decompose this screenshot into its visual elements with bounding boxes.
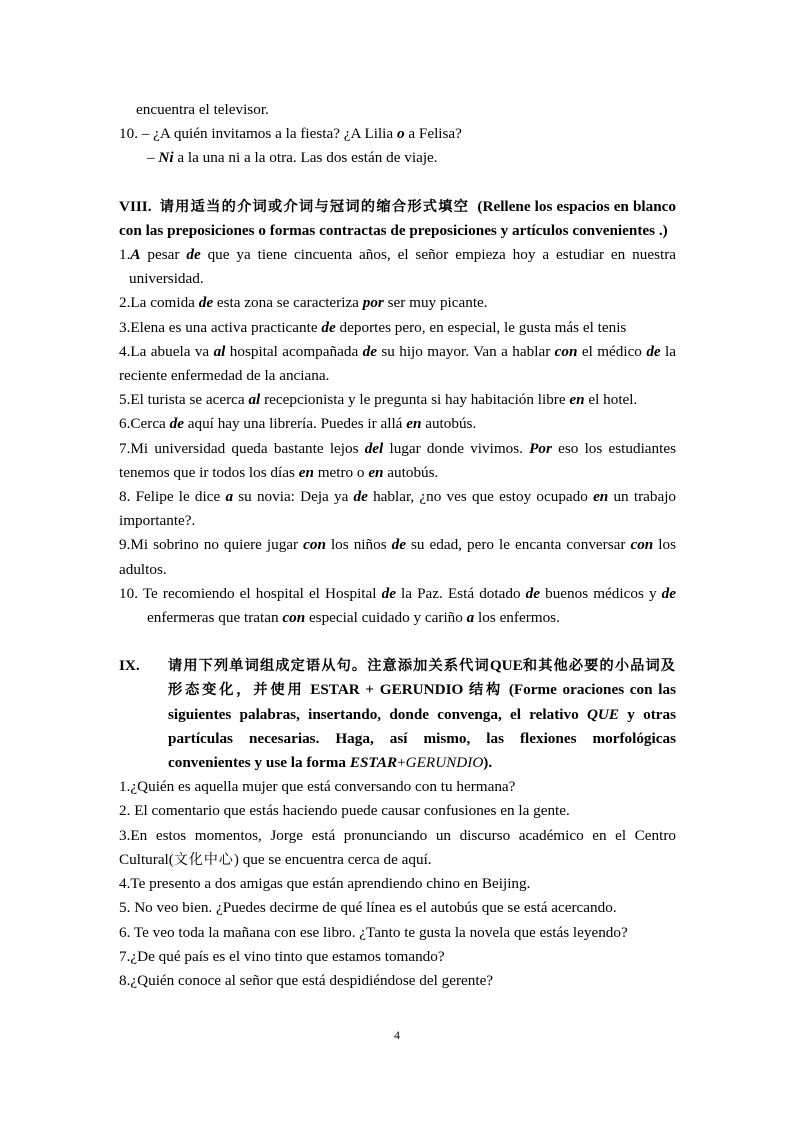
viii-item-3: 3.Elena es una activa practicante de deportes pero, en especial, le gusta más el tenis: [119, 318, 627, 336]
section-viii-heading: VIII. 请用适当的介词或介词与冠词的缩合形式填空 (Rellene los espacios en blanco con las preposiciones o formas contractas de preposiciones y artículos convenientes .): [119, 197, 677, 239]
prev-item-10-q: 10. – ¿A quién invitamos a la fiesta? ¿A Lilia o a Felisa?: [119, 125, 462, 143]
viii-item-1: 1.A pesar de que ya tiene cincuenta años, el señor empieza hoy a estudiar en nuestra universidad.: [119, 246, 676, 288]
document-page: [119, 98, 676, 993]
prev-line: encuentra el televisor.: [136, 101, 269, 118]
ix-item-3: 3.En estos momentos, Jorge está pronunciando un discurso académico en el Centro: [119, 826, 676, 844]
section-ix-instructions: 请用下列单词组成定语从句。注意添加关系代词QUE和其他必要的小品词及形态变化，并使用 ESTAR + GERUNDIO 结构 (Forme oraciones con las siguientes palabras, insertando, donde convenga, el relativo QUE y otras partículas necesarias. Haga, así mismo, las flexiones morfológicas convenientes y use la forma ESTAR+GERUNDIO).: [168, 657, 676, 772]
prev-item-10-a: – Ni a la una ni a la otra. Las dos están de viaje.: [147, 149, 438, 167]
viii-item-9: 9.Mi sobrino no quiere jugar con los niños de su edad, pero le encanta conversar con los adultos.: [119, 536, 676, 578]
ix-item-7: 7.¿De qué país es el vino tinto que estamos tomando?: [119, 947, 445, 965]
ix-item-2: 2. El comentario que estás haciendo puede causar confusiones en la gente.: [119, 802, 570, 820]
ix-item-4: 4.Te presento a dos amigas que están aprendiendo chino en Beijing.: [119, 875, 531, 893]
ix-item-6: 6. Te veo toda la mañana con ese libro. ¿Tanto te gusta la novela que estás leyendo?: [119, 923, 628, 941]
ix-item-5: 5. No veo bien. ¿Puedes decirme de qué línea es el autobús que se está acercando.: [119, 899, 617, 917]
ix-item-3-cont: Cultural(文化中心) que se encuentra cerca de aquí.: [119, 850, 432, 868]
viii-item-7: 7.Mi universidad queda bastante lejos del lugar donde vivimos. Por eso los estudiantes tenemos que ir todos los días en metro o en autobús.: [119, 439, 677, 481]
viii-item-4: 4.La abuela va al hospital acompañada de su hijo mayor. Van a hablar con el médico de la reciente enfermedad de la anciana.: [119, 342, 677, 385]
viii-item-10: 10. Te recomiendo el hospital el Hospital de la Paz. Está dotado de buenos médicos y de enfermeras que tratan con especial cuidado y cariño a los enfermos.: [119, 584, 677, 627]
page-number: 4: [394, 1028, 400, 1042]
viii-item-6: 6.Cerca de aquí hay una librería. Puedes ir allá en autobús.: [119, 415, 477, 433]
ix-item-1: 1.¿Quién es aquella mujer que está conversando con tu hermana?: [119, 778, 516, 796]
viii-item-5: 5.El turista se acerca al recepcionista y le pregunta si hay habitación libre en el hotel.: [119, 391, 638, 409]
ix-item-8: 8.¿Quién conoce al señor que está despidiéndose del gerente?: [119, 971, 494, 989]
section-ix-heading: [119, 654, 676, 775]
viii-item-8: 8. Felipe le dice a su novia: Deja ya de hablar, ¿no ves que estoy ocupado en un trabajo importante?.: [119, 488, 677, 530]
viii-item-2: 2.La comida de esta zona se caracteriza por ser muy picante.: [119, 294, 488, 312]
section-ix-number: IX.: [119, 657, 140, 675]
